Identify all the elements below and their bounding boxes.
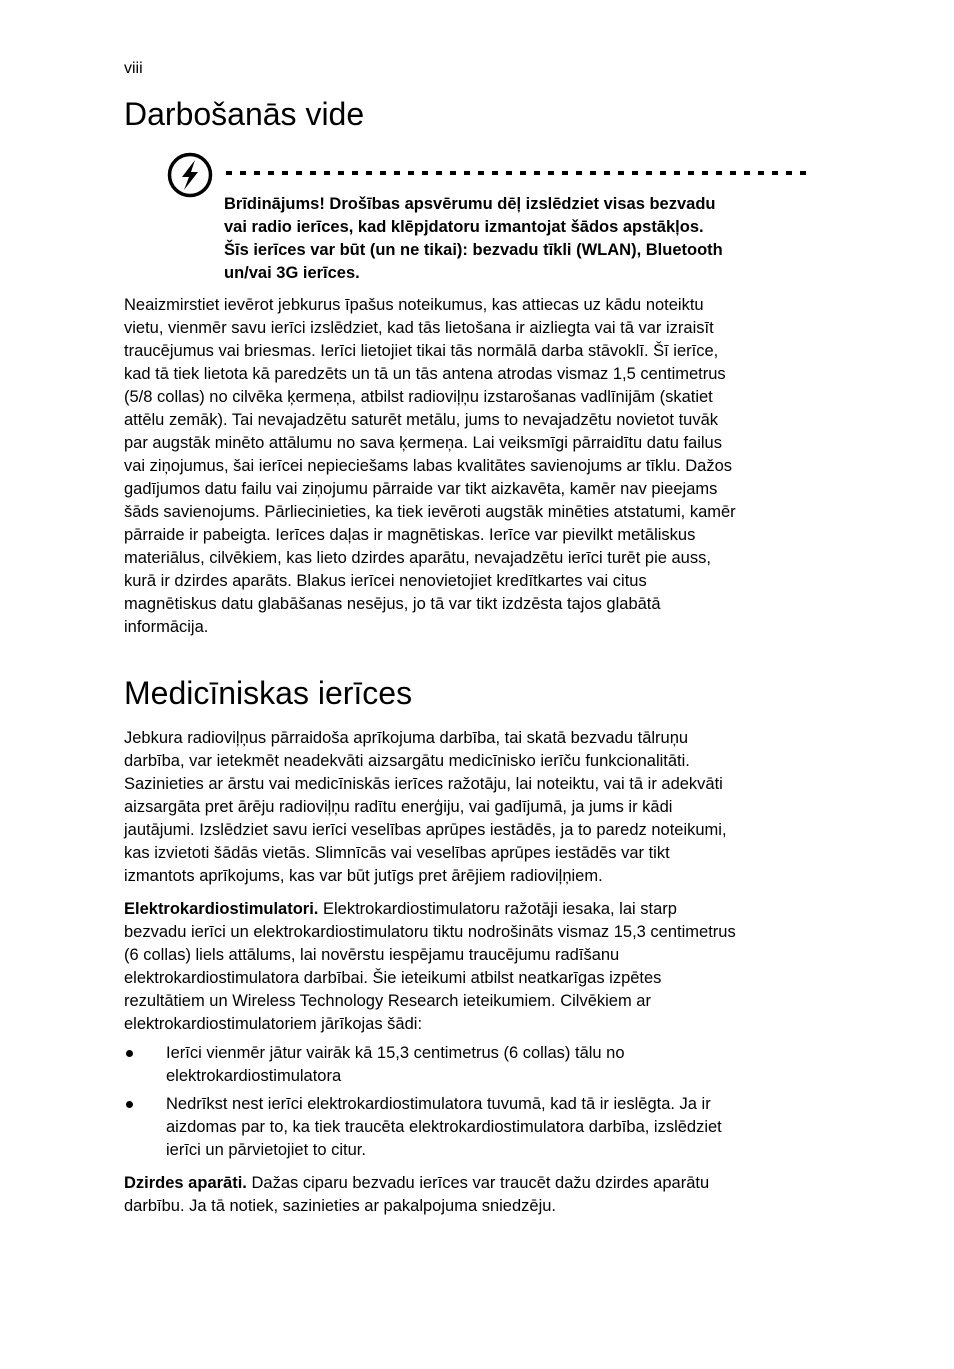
pacemakers-paragraph: [124, 898, 814, 1036]
text-line: par augstāk minēto attālumu no sava ķermeņa. Lai veiksmīgi pārraidītu datu failus: [124, 434, 722, 452]
section-title-operating-environment: Darbošanās vide: [124, 96, 365, 132]
text-line: darbība, var ietekmēt neadekvāti aizsargātu medicīnisko ierīču funkcionalitāti.: [124, 752, 690, 770]
text-line: informācija.: [124, 618, 209, 636]
text-line: magnētiskus datu glabāšanas nesējus, jo tā var tikt izdzēsta tajos glabātā: [124, 595, 661, 613]
warning-line: Šīs ierīces var būt (un ne tikai): bezvadu tīkli (WLAN), Bluetooth: [224, 241, 723, 259]
text-line: Elektrokardiostimulatoru ražotāji iesaka, lai starp: [318, 900, 677, 918]
text-line: izmantots aprīkojums, kas var būt jutīgs pret ārējiem radioviļņiem.: [124, 867, 603, 885]
text-line: pārraide ir pabeigta. Ierīces daļas ir magnētiskas. Ierīce var pievilkt metāliskus: [124, 526, 696, 544]
text-line: Nedrīkst nest ierīci elektrokardiostimulatora tuvumā, kad tā ir ieslēgta. Ja ir: [166, 1095, 711, 1113]
text-line: elektrokardiostimulatora: [166, 1067, 342, 1085]
text-line: traucējumus vai briesmas. Ierīci lietojiet tikai tās normālā darba stāvoklī. Šī ierīce,: [124, 342, 719, 360]
warning-lightning-icon: [166, 151, 214, 199]
text-line: elektrokardiostimulatoriem jārīkojas šādi:: [124, 1015, 423, 1033]
text-line: aizdomas par to, ka tiek traucēta elektrokardiostimulatora darbība, izslēdziet: [166, 1118, 722, 1136]
bullet-icon: [126, 1101, 133, 1108]
warning-line: Brīdinājums! Drošības apsvērumu dēļ izslēdziet visas bezvadu: [224, 195, 716, 213]
text-line: vietu, vienmēr savu ierīci izslēdziet, kad tās lietošana ir aizliegta vai tā var izraisīt: [124, 319, 714, 337]
warning-dashed-rule: [226, 171, 810, 175]
text-line: aizsargāta pret ārēju radioviļņu radītu enerģiju, vai gadījumā, ja jums ir kādi: [124, 798, 673, 816]
warning-text: [224, 193, 814, 285]
text-line: jautājumi. Izslēdziet savu ierīci veselības aprūpes iestādēs, ja to paredz noteikumi,: [124, 821, 727, 839]
text-line: kas izvietoti šādās vietās. Slimnīcās vai veselības aprūpes iestādēs var tikt: [124, 844, 670, 862]
page-number: viii: [124, 60, 143, 77]
hearing-aids-paragraph: [124, 1172, 814, 1218]
text-line: Dažas ciparu bezvadu ierīces var traucēt dažu dzirdes aparātu: [246, 1174, 710, 1192]
warning-line: un/vai 3G ierīces.: [224, 264, 360, 282]
text-line: gadījumos datu failu vai ziņojumu pārraide var tikt aizkavēta, kamēr nav pieejams: [124, 480, 718, 498]
operating-environment-paragraph: [124, 294, 814, 639]
list-item: [124, 1042, 814, 1088]
text-line: kurā ir dzirdes aparāts. Blakus ierīcei nenovietojiet kredītkartes vai citus: [124, 572, 647, 590]
text-line: kad tā tiek lietota kā paredzēts un tā un tās antena atrodas vismaz 1,5 centimetrus: [124, 365, 726, 383]
text-line: (5/8 collas) no cilvēka ķermeņa, atbilst radioviļņu izstarošanas vadlīnijām (skatiet: [124, 388, 713, 406]
medical-devices-paragraph: [124, 727, 814, 888]
text-line: darbību. Ja tā notiek, sazinieties ar pakalpojuma sniedzēju.: [124, 1197, 557, 1215]
text-line: Neaizmirstiet ievērot jebkurus īpašus noteikumus, kas attiecas uz kādu noteiktu: [124, 296, 704, 314]
text-line: Sazinieties ar ārstu vai medicīniskās ierīces ražotāju, lai noteiktu, vai tā ir adekvāti: [124, 775, 723, 793]
pacemaker-guidelines-list: [124, 1042, 814, 1167]
text-line: ierīci un pārvietojiet to citur.: [166, 1141, 366, 1159]
hearing-aids-label: Dzirdes aparāti.: [124, 1174, 247, 1192]
text-line: rezultātiem un Wireless Technology Research ieteikumiem. Cilvēkiem ar: [124, 992, 651, 1010]
text-line: bezvadu ierīci un elektrokardiostimulatoru tiktu nodrošināts vismaz 15,3 centimetrus: [124, 923, 736, 941]
text-line: attēlu zemāk). Tai nevajadzētu saturēt metālu, jums to nevajadzētu novietot tuvāk: [124, 411, 719, 429]
text-line: materiālus, cilvēkiem, kas lieto dzirdes aparātu, nevajadzētu ierīci turēt pie auss,: [124, 549, 711, 567]
pacemakers-label: Elektrokardiostimulatori.: [124, 900, 319, 918]
warning-line: vai radio ierīces, kad klēpjdatoru izmantojat šādos apstākļos.: [224, 218, 704, 236]
section-title-medical-devices: Medicīniskas ierīces: [124, 675, 413, 711]
text-line: elektrokardiostimulatora darbībai. Šie ieteikumi atbilst neatkarīgas izpētes: [124, 969, 662, 987]
text-line: Jebkura radioviļņus pārraidoša aprīkojuma darbība, tai skatā bezvadu tālruņu: [124, 729, 689, 747]
text-line: šāds savienojums. Pārliecinieties, ka tiek ievēroti augstāk minēties atstatumi, kamēr: [124, 503, 736, 521]
text-line: Ierīci vienmēr jātur vairāk kā 15,3 centimetrus (6 collas) tālu no: [166, 1044, 625, 1062]
text-line: vai ziņojumus, šai ierīcei nepieciešams labas kvalitātes savienojums ar tīklu. Dažos: [124, 457, 733, 475]
list-item: [124, 1093, 814, 1162]
text-line: (6 collas) liels attālums, lai novērstu iespējamu traucējumu radīšanu: [124, 946, 620, 964]
bullet-icon: [126, 1050, 133, 1057]
